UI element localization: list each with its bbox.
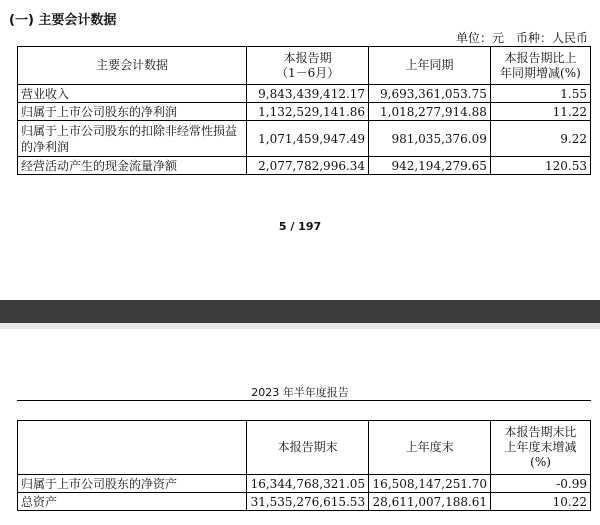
header-cell: 本报告期比上 年同期增减(%): [490, 47, 590, 85]
table-row: [18, 157, 591, 175]
header-rule: [17, 400, 591, 401]
page-number: 5 / 197: [278, 220, 322, 233]
change-value: 9.22: [490, 121, 590, 157]
table-row: [18, 121, 591, 157]
row-label: 营业收入: [18, 85, 247, 103]
prior-value: 16,508,147,251.70: [369, 475, 491, 493]
section-title: (一) 主要会计数据: [9, 13, 117, 28]
table-row: [18, 85, 591, 103]
row-label: 归属于上市公司股东的净资产: [18, 475, 247, 493]
header-cell: 本报告期 （1－6月）: [247, 47, 369, 85]
prior-value: 9,693,361,053.75: [369, 85, 491, 103]
header-cell: 上年同期: [369, 47, 491, 85]
change-value: 10.22: [491, 493, 591, 511]
prior-value: 981,035,376.09: [369, 121, 491, 157]
unit-currency-note: 单位：元 币种：人民币: [455, 31, 588, 45]
page-separator-shadow: [0, 323, 600, 329]
change-value: 120.53: [490, 157, 590, 175]
table-header-row: [18, 421, 591, 475]
header-cell: 主要会计数据: [18, 47, 247, 85]
row-label: 归属于上市公司股东的扣除非经常性损益的净利润: [18, 121, 247, 157]
table-header-row: [18, 47, 591, 85]
prior-value: 942,194,279.65: [369, 157, 491, 175]
change-value: 1.55: [490, 85, 590, 103]
current-value: 2,077,782,996.34: [247, 157, 369, 175]
row-label: 经营活动产生的现金流量净额: [18, 157, 247, 175]
key-accounting-data-table: [17, 46, 591, 175]
table-row: [18, 493, 591, 511]
current-value: 1,132,529,141.86: [247, 103, 369, 121]
page-separator: [0, 300, 600, 323]
current-value: 16,344,768,321.05: [247, 475, 369, 493]
current-value: 31,535,276,615.53: [247, 493, 369, 511]
current-value: 9,843,439,412.17: [247, 85, 369, 103]
net-assets-table: [17, 420, 591, 511]
header-cell: 本报告期末比 上年度末增减 (%): [491, 421, 591, 475]
prior-value: 28,611,007,188.61: [369, 493, 491, 511]
change-value: -0.99: [491, 475, 591, 493]
row-label: 总资产: [18, 493, 247, 511]
report-header: 2023 年半年度报告: [251, 386, 349, 399]
table-row: [18, 475, 591, 493]
change-value: 11.22: [490, 103, 590, 121]
current-value: 1,071,459,947.49: [247, 121, 369, 157]
row-label: 归属于上市公司股东的净利润: [18, 103, 247, 121]
table-row: [18, 103, 591, 121]
header-cell: 上年度末: [369, 421, 491, 475]
header-cell: 本报告期末: [247, 421, 369, 475]
prior-value: 1,018,277,914.88: [369, 103, 491, 121]
header-cell: [18, 421, 247, 475]
